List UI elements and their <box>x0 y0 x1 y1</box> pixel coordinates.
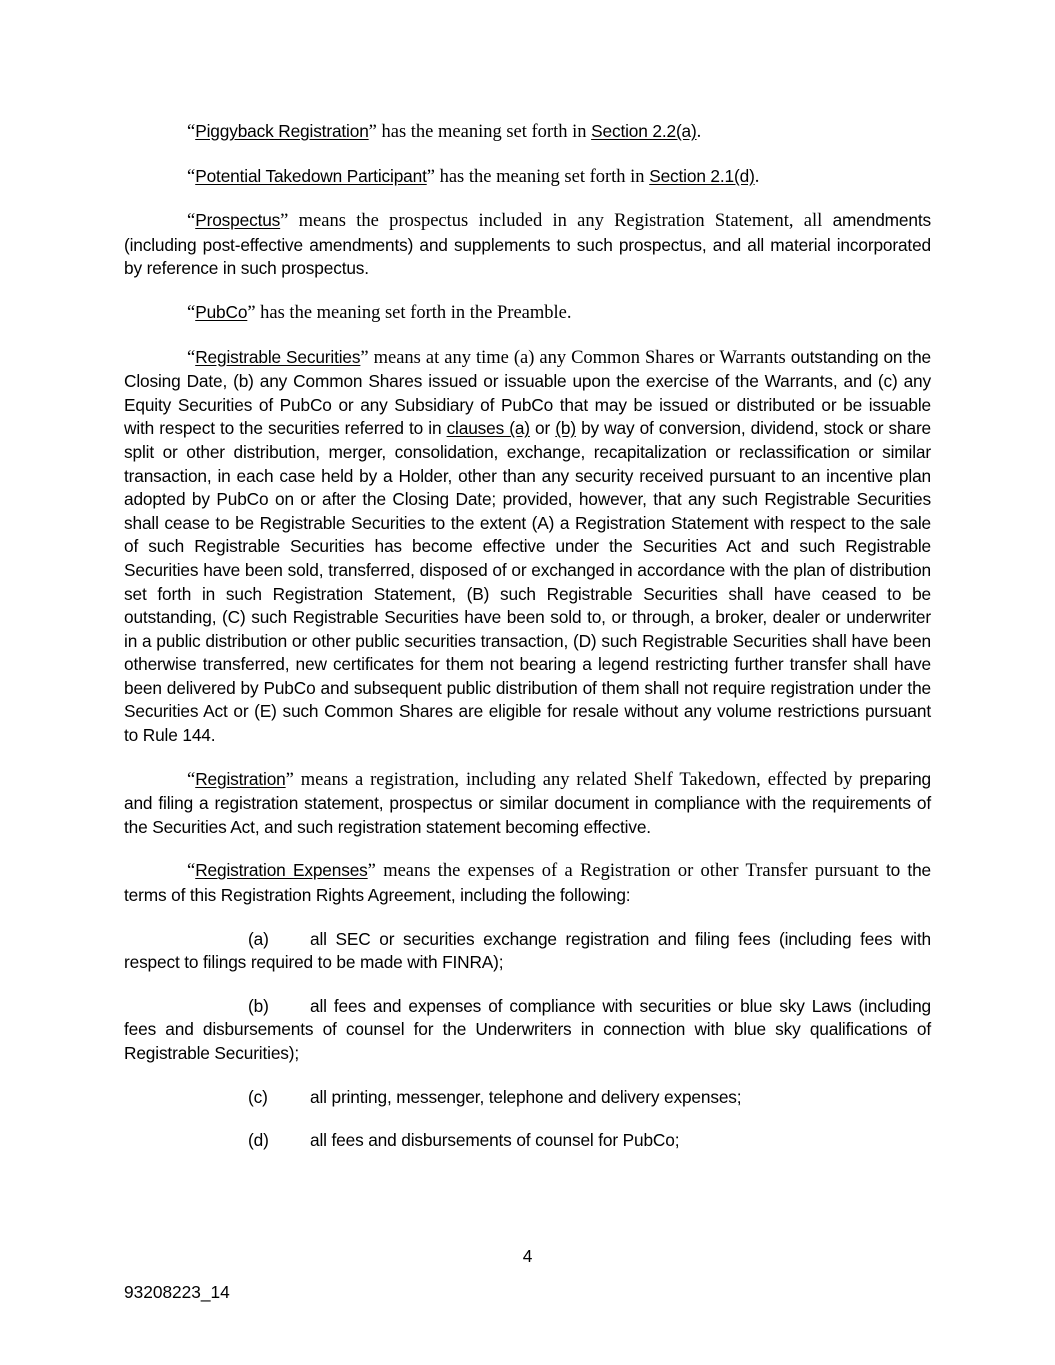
list-item-text: all printing, messenger, telephone and delivery expenses; <box>310 1086 742 1107</box>
list-item <box>124 928 931 975</box>
clause-reference-b: (b) <box>555 418 576 439</box>
clause-reference-a: clauses (a) <box>446 418 530 439</box>
defined-term: Registrable Securities <box>195 346 361 367</box>
list-item <box>124 1086 931 1110</box>
definition-prospectus: “Prospectus” means the prospectus included in any Registration Statement, all amendments (including post-effective amendments) and supplements to such prospectus, and all material incorporated by reference in such prospectus. <box>124 210 931 279</box>
defined-term: Prospectus <box>195 210 281 231</box>
section-reference: Section 2.1(d) <box>649 165 755 186</box>
section-reference: Section 2.2(a) <box>591 121 697 141</box>
list-item-number: (c) <box>248 1086 268 1107</box>
list-item-number: (d) <box>248 1130 269 1151</box>
page-number: 4 <box>522 1246 533 1266</box>
list-item-text: all fees and disbursements of counsel for PubCo; <box>310 1130 680 1151</box>
definition-potential-takedown-participant: “Potential Takedown Participant” has the meaning set forth in Section 2.1(d). <box>187 165 760 187</box>
list-item-text: all SEC or securities exchange registration and filing fees (including fees with respect to filings required to be made with FINRA); <box>124 928 931 973</box>
list-item <box>124 1129 931 1153</box>
defined-term: Registration Expenses <box>195 860 368 881</box>
definition-piggyback-registration: “Piggyback Registration” has the meaning set forth in Section 2.2(a). <box>187 121 702 142</box>
definition-pubco: “PubCo” has the meaning set forth in the Preamble. <box>187 301 572 323</box>
definition-registration: “Registration” means a registration, including any related Shelf Takedown, effected by preparing and filing a registration statement, prospectus or similar document in compliance with the requirements of the Securities Act, and such registration statement becoming effective. <box>124 768 931 837</box>
document-id: 93208223_14 <box>124 1282 230 1302</box>
definition-registrable-securities: “Registrable Securities” means at any time (a) any Common Shares or Warrants outstanding on the Closing Date, (b) any Common Shares issued or issuable upon the exercise of the Warrants, and (c) any Equity Securities of PubCo or any Subsidiary of PubCo that may be issued or distributed or be issuable with respect to the securities referred to in clauses (a) or (b) by way of conversion, dividend, stock or share split or other distribution, merger, consolidation, exchange, recapitalization or reclassification or similar transaction, in each case held by a Holder, other than any security received pursuant to an incentive plan adopted by PubCo on or after the Closing Date; provided, however, that any such Registrable Securities shall cease to be Registrable Securities to the extent (A) a Registration Statement with respect to the sale of such Registrable Securities has become effective under the Securities Act and such Registrable Securities have been sold, transferred, disposed of or exchanged in accordance with the plan of distribution set forth in such Registration Statement, (B) such Registrable Securities shall have ceased to be outstanding, (C) such Registrable Securities have been sold to, or through, a broker, dealer or underwriter in a public distribution or other public securities transaction, (D) such Registrable Securities shall have been otherwise transferred, new certificates for them not bearing a legend restricting further transfer shall have been delivered by PubCo and subsequent public distribution of them shall not require registration under the Securities Act or (E) such Common Shares are eligible for resale without any volume restrictions pursuant to Rule 144. <box>124 346 932 746</box>
document-page <box>124 120 931 1173</box>
list-item-number: (a) <box>248 928 269 949</box>
defined-term: PubCo <box>195 301 248 322</box>
list-item-text: all fees and expenses of compliance with securities or blue sky Laws (including fees and disbursements of counsel for the Underwriters in connection with blue sky qualifications of Registrable Securities); <box>124 995 931 1063</box>
definition-registration-expenses: “Registration Expenses” means the expenses of a Registration or other Transfer pursuant to the terms of this Registration Rights Agreement, including the following: <box>124 860 931 906</box>
list-item <box>124 995 931 1066</box>
defined-term: Registration <box>195 768 286 789</box>
defined-term: Potential Takedown Participant <box>195 165 427 186</box>
defined-term: Piggyback Registration <box>195 121 369 141</box>
list-item-number: (b) <box>248 995 269 1016</box>
